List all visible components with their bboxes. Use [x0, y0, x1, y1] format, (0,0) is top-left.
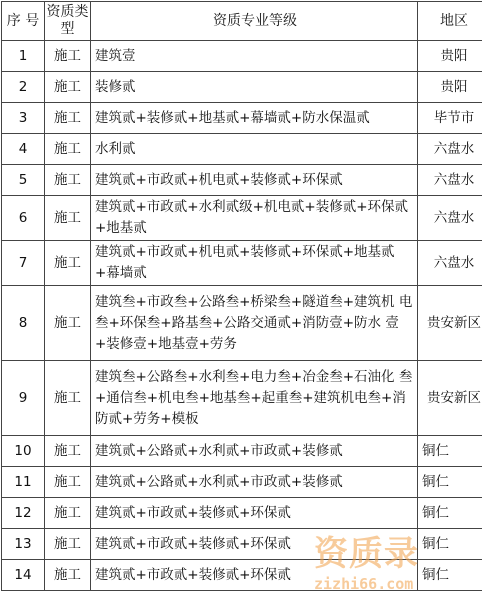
table-row [2, 286, 482, 361]
row-type: 施工 [45, 286, 91, 361]
table-row [2, 467, 482, 498]
row-region: 铜仁 [418, 436, 482, 467]
row-no: 8 [2, 286, 45, 361]
header-region: 地区 [418, 2, 482, 41]
row-grade: 水利贰 [91, 134, 418, 165]
row-type: 施工 [45, 165, 91, 196]
row-no: 9 [2, 361, 45, 436]
row-grade: 建筑叁+公路叁+水利叁+电力叁+冶金叁+石油化 叁+通信叁+机电叁+地基叁+起重叁+建筑机电叁+消防贰+劳务+模板 [91, 361, 418, 436]
row-no: 1 [2, 41, 45, 72]
row-region: 贵安新区 [418, 361, 482, 436]
row-type: 施工 [45, 436, 91, 467]
row-region: 六盘水 [418, 134, 482, 165]
row-region: 贵阳 [418, 41, 482, 72]
table-row [2, 560, 482, 591]
table-row [2, 72, 482, 103]
row-grade: 建筑贰+市政贰+装修贰+环保贰 [91, 529, 418, 560]
table-row [2, 241, 482, 286]
row-region: 贵安新区 [418, 286, 482, 361]
row-no: 6 [2, 196, 45, 241]
row-region: 铜仁 [418, 560, 482, 591]
watermark-url: zizhi66.com [314, 575, 414, 593]
row-type: 施工 [45, 196, 91, 241]
table-row [2, 41, 482, 72]
row-grade: 建筑贰+公路贰+水利贰+市政贰+装修贰 [91, 467, 418, 498]
row-grade: 建筑贰+市政贰+机电贰+装修贰+环保贰+地基贰+幕墙贰 [91, 241, 418, 286]
row-type: 施工 [45, 529, 91, 560]
row-region: 六盘水 [418, 165, 482, 196]
header-no: 序 号 [2, 2, 45, 41]
row-no: 2 [2, 72, 45, 103]
row-type: 施工 [45, 41, 91, 72]
row-region: 六盘水 [418, 196, 482, 241]
header-type: 资质类型 [45, 2, 91, 41]
row-grade: 建筑壹 [91, 41, 418, 72]
table-row [2, 134, 482, 165]
row-grade: 建筑贰+市政贰+装修贰+环保贰 [91, 498, 418, 529]
row-no: 5 [2, 165, 45, 196]
row-type: 施工 [45, 361, 91, 436]
row-no: 4 [2, 134, 45, 165]
row-type: 施工 [45, 134, 91, 165]
row-grade: 装修贰 [91, 72, 418, 103]
table-row [2, 103, 482, 134]
row-no: 11 [2, 467, 45, 498]
row-region: 六盘水 [418, 241, 482, 286]
row-region: 铜仁 [418, 498, 482, 529]
row-no: 12 [2, 498, 45, 529]
row-grade: 建筑贰+市政贰+水利贰级+机电贰+装修贰+环保贰+地基贰 [91, 196, 418, 241]
row-type: 施工 [45, 72, 91, 103]
table-row [2, 498, 482, 529]
row-no: 3 [2, 103, 45, 134]
table-row [2, 436, 482, 467]
table-row [2, 361, 482, 436]
row-type: 施工 [45, 103, 91, 134]
row-grade: 建筑贰+公路贰+水利贰+市政贰+装修贰 [91, 436, 418, 467]
row-grade: 建筑贰+装修贰+地基贰+幕墙贰+防水保温贰 [91, 103, 418, 134]
row-no: 13 [2, 529, 45, 560]
row-type: 施工 [45, 498, 91, 529]
row-grade: 建筑贰+市政贰+机电贰+装修贰+环保贰 [91, 165, 418, 196]
row-region: 毕节市 [418, 103, 482, 134]
row-region: 贵阳 [418, 72, 482, 103]
qualification-table [1, 1, 482, 591]
row-no: 10 [2, 436, 45, 467]
table-header-row [2, 2, 482, 41]
table-row [2, 165, 482, 196]
row-no: 14 [2, 560, 45, 591]
row-no: 7 [2, 241, 45, 286]
row-type: 施工 [45, 241, 91, 286]
row-region: 铜仁 [418, 467, 482, 498]
row-grade: 建筑贰+市政贰+装修贰+环保贰 [91, 560, 418, 591]
row-grade: 建筑叁+市政叁+公路叁+桥梁叁+隧道叁+建筑机 电叁+环保叁+路基叁+公路交通贰+消防壹+防水 壹+装修壹+地基壹+劳务 [91, 286, 418, 361]
watermark-brand: 资质录 [314, 534, 419, 574]
row-region: 铜仁 [418, 529, 482, 560]
table-row [2, 529, 482, 560]
row-type: 施工 [45, 560, 91, 591]
header-grade: 资质专业等级 [91, 2, 418, 41]
table-row [2, 196, 482, 241]
row-type: 施工 [45, 467, 91, 498]
